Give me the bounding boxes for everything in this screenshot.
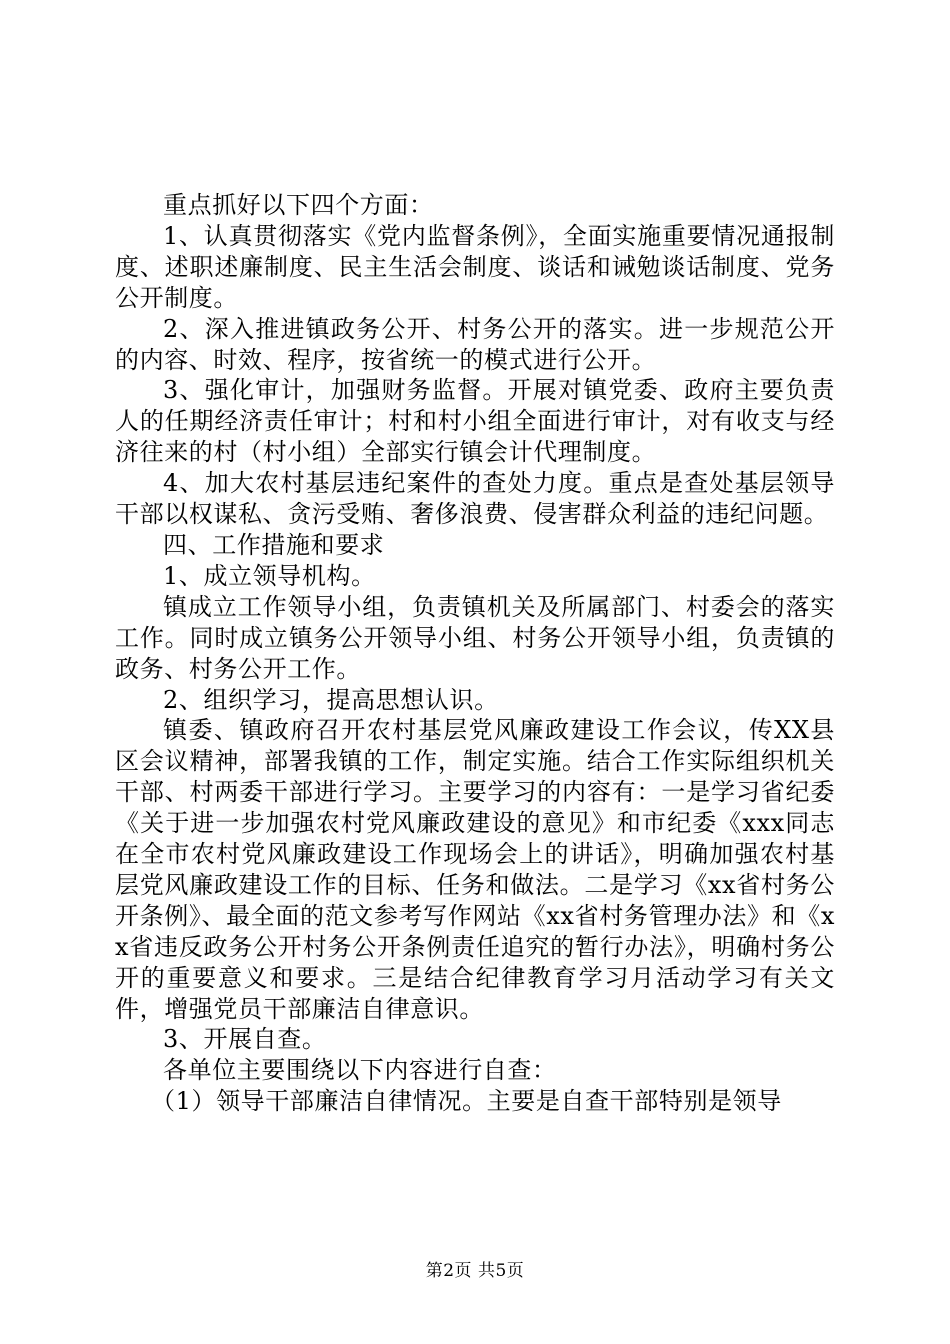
paragraph-item-4: 4、加大农村基层违纪案件的查处力度。重点是查处基层领导干部以权谋私、贪污受贿、奢侈浪费、侵害群众利益的违纪问题。 xyxy=(115,469,835,529)
subheading-3: 3、开展自查。 xyxy=(163,1025,327,1054)
paragraph-self-check: 各单位主要围绕以下内容进行自查： xyxy=(163,1056,557,1085)
paragraph-item-3: 3、强化审计，加强财务监督。开展对镇党委、政府主要负责人的任期经济责任审计；村和村小组全面进行审计，对有收支与经济往来的村（村小组）全部实行镇会计代理制度。 xyxy=(115,376,835,467)
paragraph-study: 镇委、镇政府召开农村基层党风廉政建设工作会议，传XX县区会议精神，部署我镇的工作，制定实施。结合工作实际组织机关干部、村两委干部进行学习。主要学习的内容有：一是学习省纪委《关于进一步加强农村党风廉政建设的意见》和市纪委《xxx同志在全市农村党风廉政建设工作现场会上的讲话》，明确加强农村基层党风廉政建设工作的目标、任务和做法。二是学习《xx省村务公开条例》、最全面的范文参考写作网站《xx省村务管理办法》和《xx省违反政务公开村务公开条例责任追究的暂行办法》，明确村务公开的重要意义和要求。三是结合纪律教育学习月活动学习有关文件，增强党员干部廉洁自律意识。 xyxy=(115,716,835,1023)
paragraph-leadership: 镇成立工作领导小组，负责镇机关及所属部门、村委会的落实工作。同时成立镇务公开领导小组、村务公开领导小组，负责镇的政务、村务公开工作。 xyxy=(115,592,835,683)
paragraph-item-2: 2、深入推进镇政务公开、村务公开的落实。进一步规范公开的内容、时效、程序，按省统一的模式进行公开。 xyxy=(115,314,835,374)
page-number-footer: 第2页 共5页 xyxy=(425,1261,525,1281)
section-heading: 四、工作措施和要求 xyxy=(163,530,385,559)
paragraph-item-self-check-1: （1）领导干部廉洁自律情况。主要是自查干部特别是领导 xyxy=(151,1087,782,1116)
subheading-2: 2、组织学习，提高思想认识。 xyxy=(163,685,499,714)
paragraph-item-1: 1、认真贯彻落实《党内监督条例》，全面实施重要情况通报制度、述职述廉制度、民主生活会制度、谈话和诫勉谈话制度、党务公开制度。 xyxy=(115,221,835,312)
document-body xyxy=(115,190,835,1117)
paragraph-intro: 重点抓好以下四个方面： xyxy=(163,191,434,219)
subheading-1: 1、成立领导机构。 xyxy=(163,561,376,590)
